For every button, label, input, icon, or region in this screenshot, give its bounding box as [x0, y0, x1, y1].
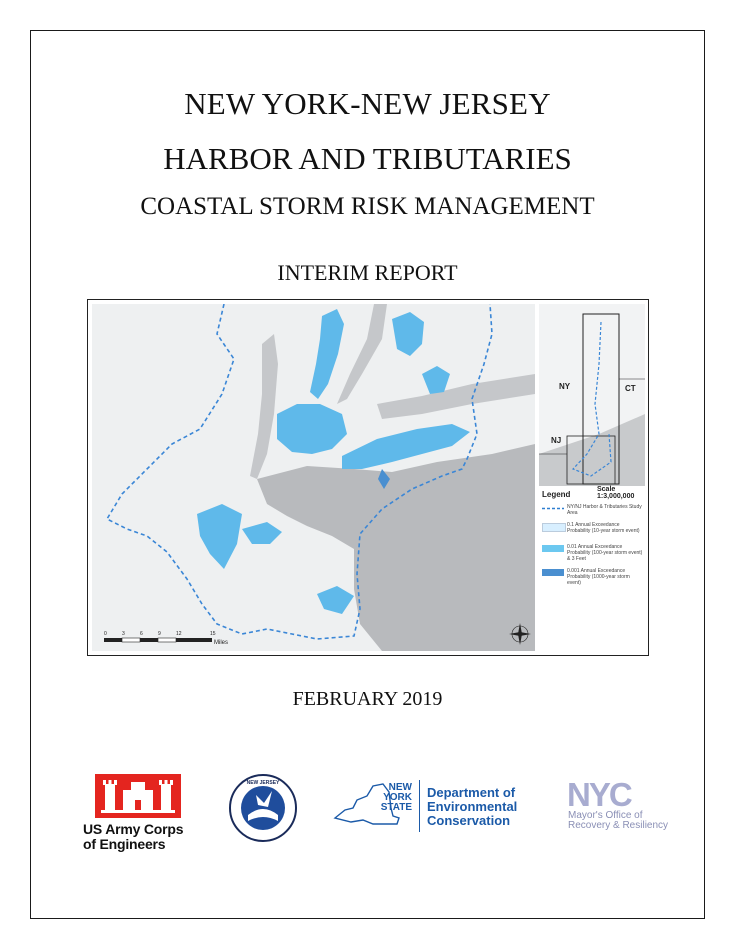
- legend-label: 0.1 Annual Exceedance Probability (10-year storm event): [567, 522, 640, 534]
- title-line-2: HARBOR AND TRIBUTARIES: [163, 141, 572, 176]
- report-date: FEBRUARY 2019: [292, 688, 443, 710]
- nj-seal-text: NEW JERSEY: [246, 780, 280, 786]
- nyc-wordmark: NYC: [567, 779, 631, 809]
- report-type: INTERIM REPORT: [277, 260, 458, 285]
- title-line-3: COASTAL STORM RISK MANAGEMENT: [140, 193, 595, 220]
- main-map: [92, 304, 535, 651]
- index-scale: Scale 1:3,000,000: [597, 486, 635, 500]
- scale-tick-15: 15: [210, 631, 216, 637]
- scale-unit: Miles: [214, 640, 229, 646]
- nyc-office-name: Mayor's Office of Recovery & Resiliency: [568, 810, 669, 831]
- index-label-nj: NJ: [551, 436, 562, 445]
- map-sidebar: [539, 304, 645, 651]
- nyc-logo-icon: [567, 779, 639, 809]
- title-line-1: NEW YORK-NEW JERSEY: [184, 86, 551, 121]
- scale-tick-6: 6: [140, 631, 143, 637]
- usace-castle-icon: [95, 774, 181, 818]
- index-map: [539, 304, 645, 490]
- legend-swatch: [542, 569, 564, 576]
- scale-tick-0: 0: [104, 631, 107, 637]
- dec-divider: [419, 780, 420, 832]
- legend-label: 0.01 Annual Exceedance Probability (100-year storm event) & 3 Feet: [567, 544, 643, 562]
- nys-wordmark: NEW YORK STATE: [380, 782, 412, 813]
- legend-swatch: [542, 545, 564, 552]
- scale-tick-9: 9: [158, 631, 161, 637]
- legend-title: Legend: [542, 490, 571, 499]
- study-area-map: [87, 299, 649, 656]
- scale-tick-12: 12: [176, 631, 182, 637]
- scale-tick-3: 3: [122, 631, 125, 637]
- legend-label: 0.001 Annual Exceedance Probability (1000-year storm event): [567, 568, 630, 586]
- usace-name: US Army Corps of Engineers: [83, 821, 184, 852]
- nj-seal-icon: [228, 773, 298, 843]
- dec-name: Department of Environmental Conservation: [427, 785, 518, 828]
- index-label-ct: CT: [625, 384, 636, 393]
- index-label-ny: NY: [559, 382, 571, 391]
- legend-swatch: [542, 523, 566, 532]
- dashed-line-swatch: [542, 505, 564, 512]
- legend-label: NY/NJ Harbor & Tributaries Study Area: [567, 504, 642, 516]
